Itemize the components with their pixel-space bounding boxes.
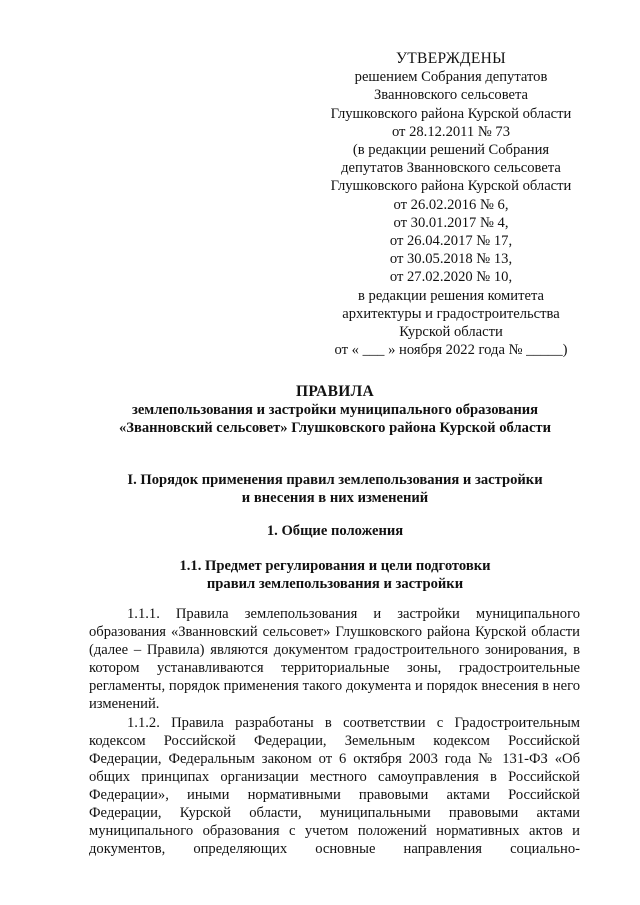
approval-line: Глушковского района Курской области bbox=[330, 178, 572, 195]
subsection-title-line: правил землепользования и застройки bbox=[206, 576, 464, 592]
approval-line: (в редакции решений Собрания bbox=[352, 142, 550, 159]
approval-heading: УТВЕРЖДЕНЫ bbox=[396, 50, 506, 67]
approval-line: от 26.04.2017 № 17, bbox=[389, 233, 513, 250]
approval-line: в редакции решения комитета bbox=[358, 287, 544, 304]
body-text bbox=[89, 605, 580, 858]
approval-line: от 30.01.2017 № 4, bbox=[393, 214, 509, 231]
approval-line: от 26.02.2016 № 6, bbox=[393, 196, 509, 213]
approval-line: Курской области bbox=[399, 324, 503, 341]
subtitle-line: «Званновский сельсовет» Глушковского района Курской области bbox=[118, 420, 552, 436]
document-subtitle bbox=[90, 401, 580, 437]
subtitle-line: землепользования и застройки муниципального образования bbox=[131, 402, 539, 418]
paragraph-1-1-1: 1.1.1. Правила землепользования и застройки муниципального образования «Званновский сельсовет» Глушковского района Курской области (далее – Правила) являются документом градостроительного зонирования, в котором устанавливаются территориальные зоны, градостроительные регламенты, порядок применения такого документа и порядок внесения в него изменений. bbox=[89, 606, 580, 713]
approval-line: Глушковского района Курской области bbox=[330, 105, 572, 122]
approval-line: депутатов Званновского сельсовета bbox=[341, 160, 561, 177]
approval-line: от « ___ » ноября 2022 года № _____) bbox=[334, 342, 568, 359]
approval-line: от 27.02.2020 № 10, bbox=[389, 269, 513, 286]
section-title bbox=[90, 471, 580, 507]
approval-line: Званновского сельсовета bbox=[373, 87, 529, 104]
approval-block bbox=[316, 50, 586, 359]
approval-line: решением Собрания депутатов bbox=[354, 69, 548, 86]
subsection-title bbox=[90, 557, 580, 593]
approval-line: от 30.05.2018 № 13, bbox=[389, 251, 513, 268]
document-title: ПРАВИЛА bbox=[296, 383, 374, 400]
section-title-line: и внесения в них изменений bbox=[241, 490, 429, 506]
approval-line: архитектуры и градостроительства bbox=[342, 305, 560, 322]
section-title-line: I. Порядок применения правил землепользования и застройки bbox=[127, 472, 543, 488]
subsection-title-line: 1.1. Предмет регулирования и цели подготовки bbox=[179, 558, 491, 574]
chapter-title: 1. Общие положения bbox=[266, 523, 404, 539]
approval-line: от 28.12.2011 № 73 bbox=[391, 123, 511, 140]
paragraph-1-1-2: 1.1.2. Правила разработаны в соответствии с Градостроительным кодексом Российской Федерации, Земельным кодексом Российской Федерации, Федеральным законом от 6 октября 2003 года № 131-ФЗ «Об общих принципах организации местного самоуправления в Российской Федерации», иными нормативными правовыми актами Российской Федерации, Курской области, муниципальными правовыми актами муниципального образования с учетом положений нормативных актов и документов, определяющих основные направления социально- bbox=[89, 714, 580, 858]
